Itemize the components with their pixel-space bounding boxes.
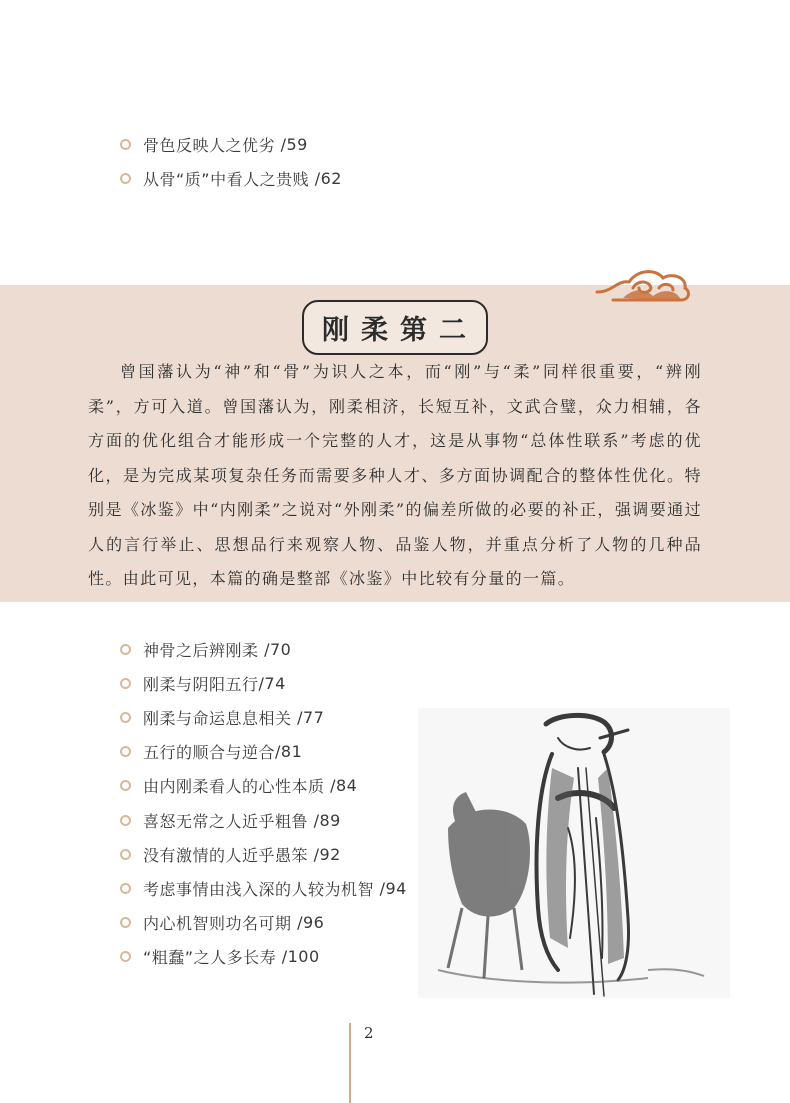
toc-entry-page: /77: [297, 707, 325, 727]
chapter-title: [0, 300, 790, 355]
chapter-title-text: 刚柔第二: [302, 300, 488, 355]
toc-entry-title: 神骨之后辨刚柔: [143, 640, 259, 660]
toc-entry-title: 刚柔与阴阳五行: [143, 674, 259, 694]
toc-entry: [120, 735, 407, 769]
toc-entry: [120, 632, 407, 666]
toc-entry: [120, 127, 342, 161]
toc-entry-page: /96: [297, 913, 325, 933]
bullet-icon: [120, 849, 131, 860]
ink-painting-scholar-illustration: [418, 708, 730, 998]
toc-entry-title: 刚柔与命运息息相关: [143, 708, 292, 728]
bullet-icon: [120, 780, 131, 791]
toc-entry-page: /81: [275, 742, 303, 762]
toc-entry-title: 从骨“质”中看人之贵贱: [143, 169, 310, 189]
toc-entry-page: /70: [264, 639, 292, 659]
toc-entry-page: /84: [330, 776, 358, 796]
toc-entry: [120, 700, 407, 734]
toc-entry-page: /62: [314, 168, 342, 188]
page-number: 2: [364, 1024, 374, 1042]
toc-entry-page: /92: [313, 844, 341, 864]
bullet-icon: [120, 746, 131, 757]
toc-entry: [120, 871, 407, 905]
toc-entry-page: /59: [280, 134, 308, 154]
toc-entry-page: /94: [379, 878, 407, 898]
toc-entry-title: 骨色反映人之优劣: [143, 135, 276, 155]
toc-entry: [120, 803, 407, 837]
cloud-ornament-icon: [593, 258, 693, 304]
toc-entry: [120, 769, 407, 803]
toc-entry-title: “粗蠢”之人多长寿: [143, 948, 277, 968]
bullet-icon: [120, 712, 131, 723]
toc-entry: [120, 666, 407, 700]
toc-entry-page: /100: [281, 947, 320, 967]
bullet-icon: [120, 883, 131, 894]
toc-entry-title: 由内刚柔看人的心性本质: [143, 777, 325, 797]
toc-entry-title: 考虑事情由浅入深的人较为机智: [143, 879, 375, 899]
toc-entry: [120, 940, 407, 974]
chapter-intro: 曾国藩认为“神”和“骨”为识人之本，而“刚”与“柔”同样很重要，“辨刚柔”，方可入道。曾国藩认为，刚柔相济，长短互补，文武合璧，众力相辅，各方面的优化组合才能形成一个完整的人才，这是从事物“总体性联系”考虑的优化，是为完成某项复杂任务而需要多种人才、多方面协调配合的整体性优化。特别是《冰鉴》中“内刚柔”之说对“外刚柔”的偏差所做的必要的补正，强调要通过人的言行举止、思想品行来观察人物、品鉴人物，并重点分析了人物的几种品性。由此可见，本篇的确是整部《冰鉴》中比较有分量的一篇。: [88, 362, 702, 588]
toc-entry: [120, 161, 342, 195]
bullet-icon: [120, 644, 131, 655]
bullet-icon: [120, 678, 131, 689]
toc-entry-title: 喜怒无常之人近乎粗鲁: [143, 811, 309, 831]
bullet-icon: [120, 951, 131, 962]
bullet-icon: [120, 139, 131, 150]
toc-entry: [120, 906, 407, 940]
toc-list-top: [120, 127, 342, 195]
page-number-rule: [349, 1023, 351, 1103]
toc-entry-page: /89: [313, 810, 341, 830]
bullet-icon: [120, 917, 131, 928]
toc-entry-page: /74: [258, 673, 286, 693]
toc-entry-title: 没有激情的人近乎愚笨: [143, 845, 309, 865]
bullet-icon: [120, 173, 131, 184]
toc-list-bottom: [120, 632, 407, 974]
toc-entry-title: 五行的顺合与逆合: [143, 743, 276, 763]
bullet-icon: [120, 815, 131, 826]
toc-entry-title: 内心机智则功名可期: [143, 914, 292, 934]
toc-entry: [120, 837, 407, 871]
